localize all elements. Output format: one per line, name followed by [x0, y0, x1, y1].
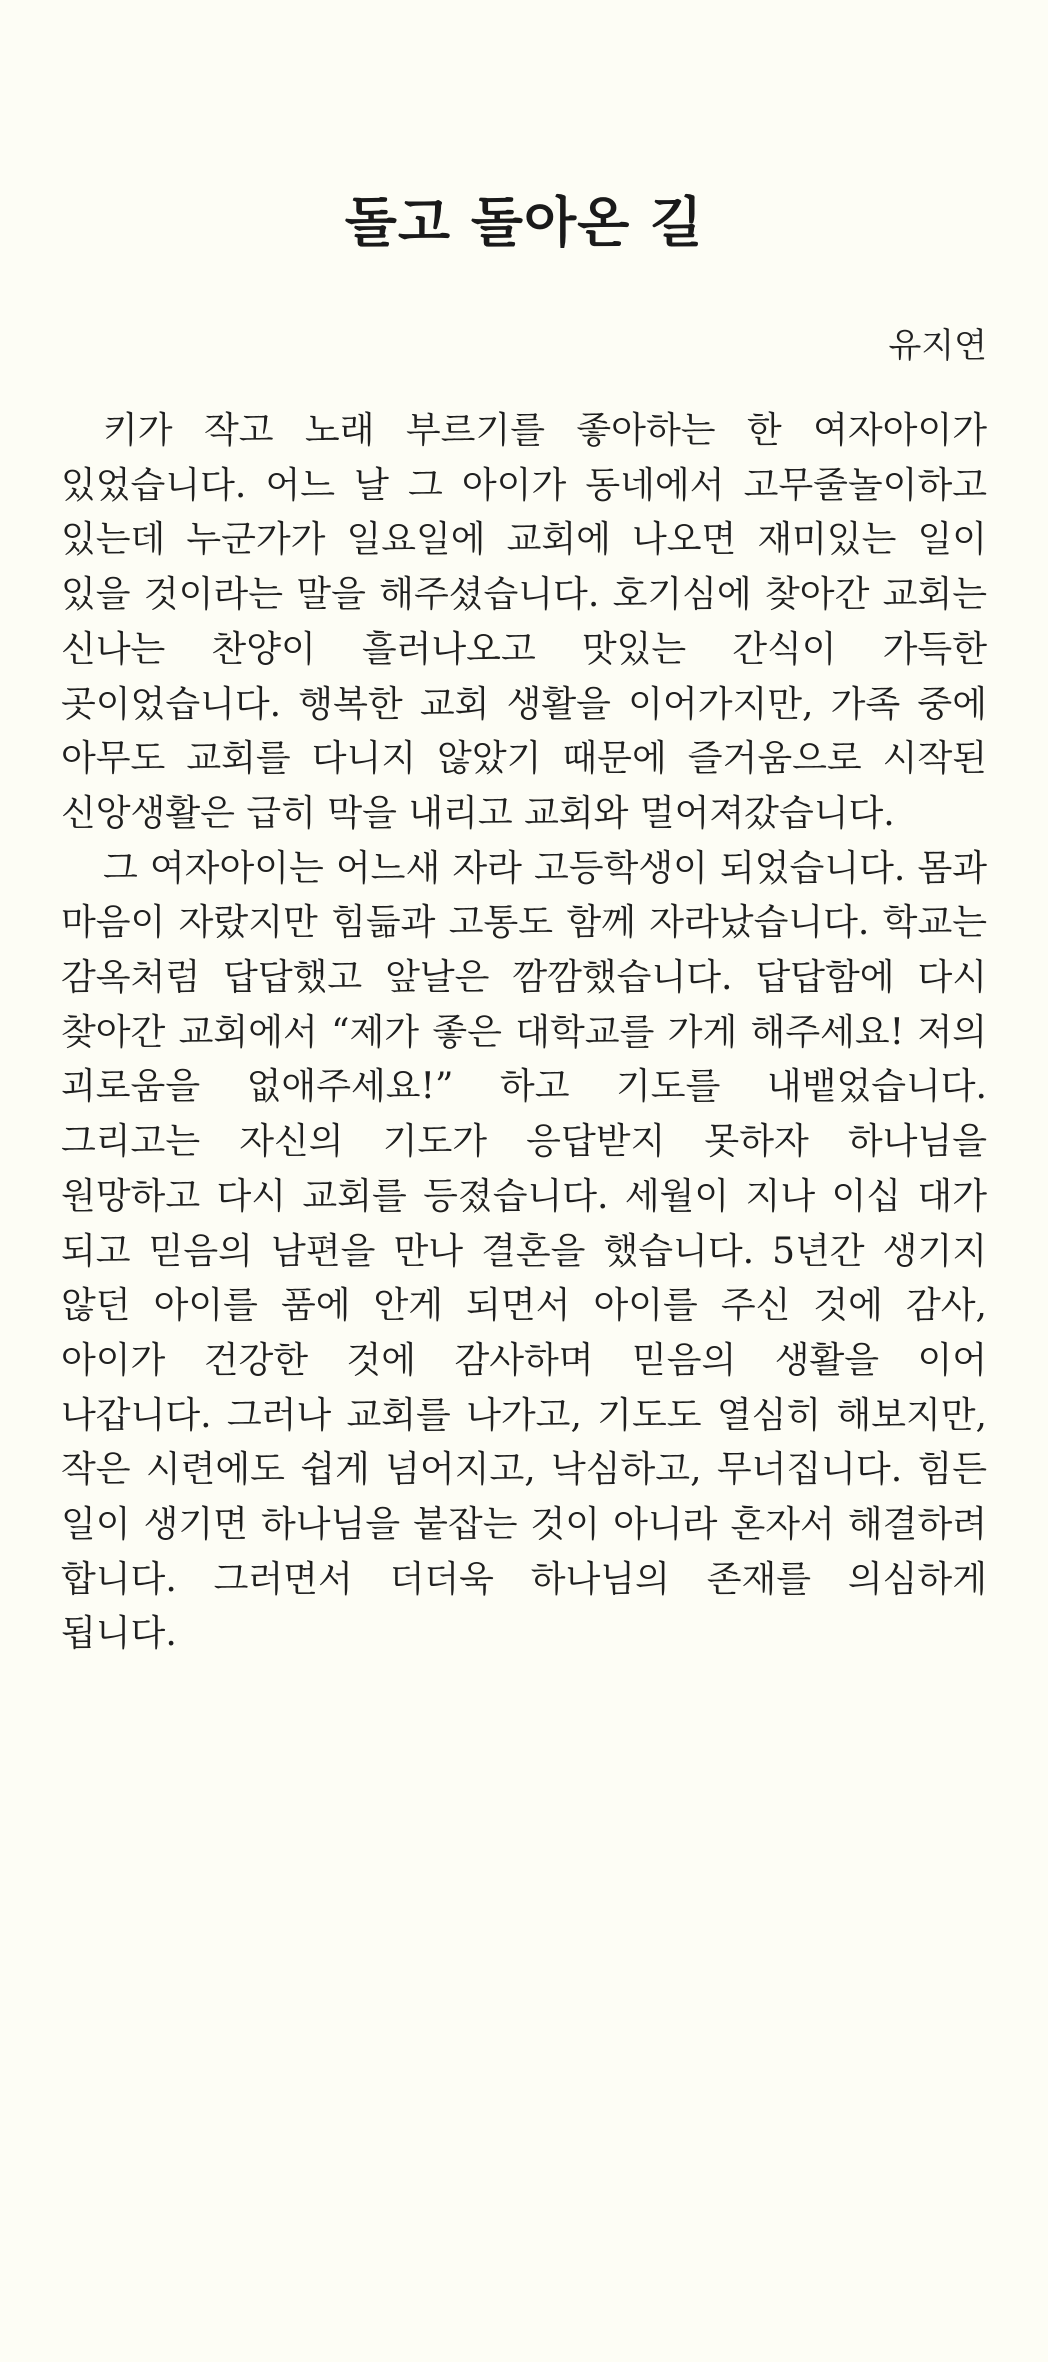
author-name: 유지연	[888, 326, 987, 366]
document-body	[61, 404, 987, 1662]
paragraph-2: 그 여자아이는 어느새 자라 고등학생이 되었습니다. 몸과 마음이 자랐지만 힘듦과 고통도 함께 자라났습니다. 학교는 감옥처럼 답답했고 앞날은 깜깜했습니다. 답답함에 다시 찾아간 교회에서 “제가 좋은 대학교를 가게 해주세요! 저의 괴로움을 없애주세요!” 하고 기도를 내뱉었습니다. 그리고는 자신의 기도가 응답받지 못하자 하나님을 원망하고 다시 교회를 등졌습니다. 세월이 지나 이십 대가 되고 믿음의 남편을 만나 결혼을 했습니다. 5년간 생기지 않던 아이를 품에 안게 되면서 아이를 주신 것에 감사, 아이가 건강한 것에 감사하며 믿음의 생활을 이어 나갑니다. 그러나 교회를 나가고, 기도도 열심히 해보지만, 작은 시련에도 쉽게 넘어지고, 낙심하고, 무너집니다. 힘든 일이 생기면 하나님을 붙잡는 것이 아니라 혼자서 해결하려 합니다. 그러면서 더더욱 하나님의 존재를 의심하게 됩니다.	[61, 847, 987, 1655]
document-title: 돌고 돌아온 길	[344, 191, 704, 254]
paragraph-1: 키가 작고 노래 부르기를 좋아하는 한 여자아이가 있었습니다. 어느 날 그 아이가 동네에서 고무줄놀이하고 있는데 누군가가 일요일에 교회에 나오면 재미있는 일이 있을 것이라는 말을 해주셨습니다. 호기심에 찾아간 교회는 신나는 찬양이 흘러나오고 맛있는 간식이 가득한 곳이었습니다. 행복한 교회 생활을 이어가지만, 가족 중에 아무도 교회를 다니지 않았기 때문에 즐거움으로 시작된 신앙생활은 급히 막을 내리고 교회와 멀어져갔습니다.	[61, 410, 987, 834]
